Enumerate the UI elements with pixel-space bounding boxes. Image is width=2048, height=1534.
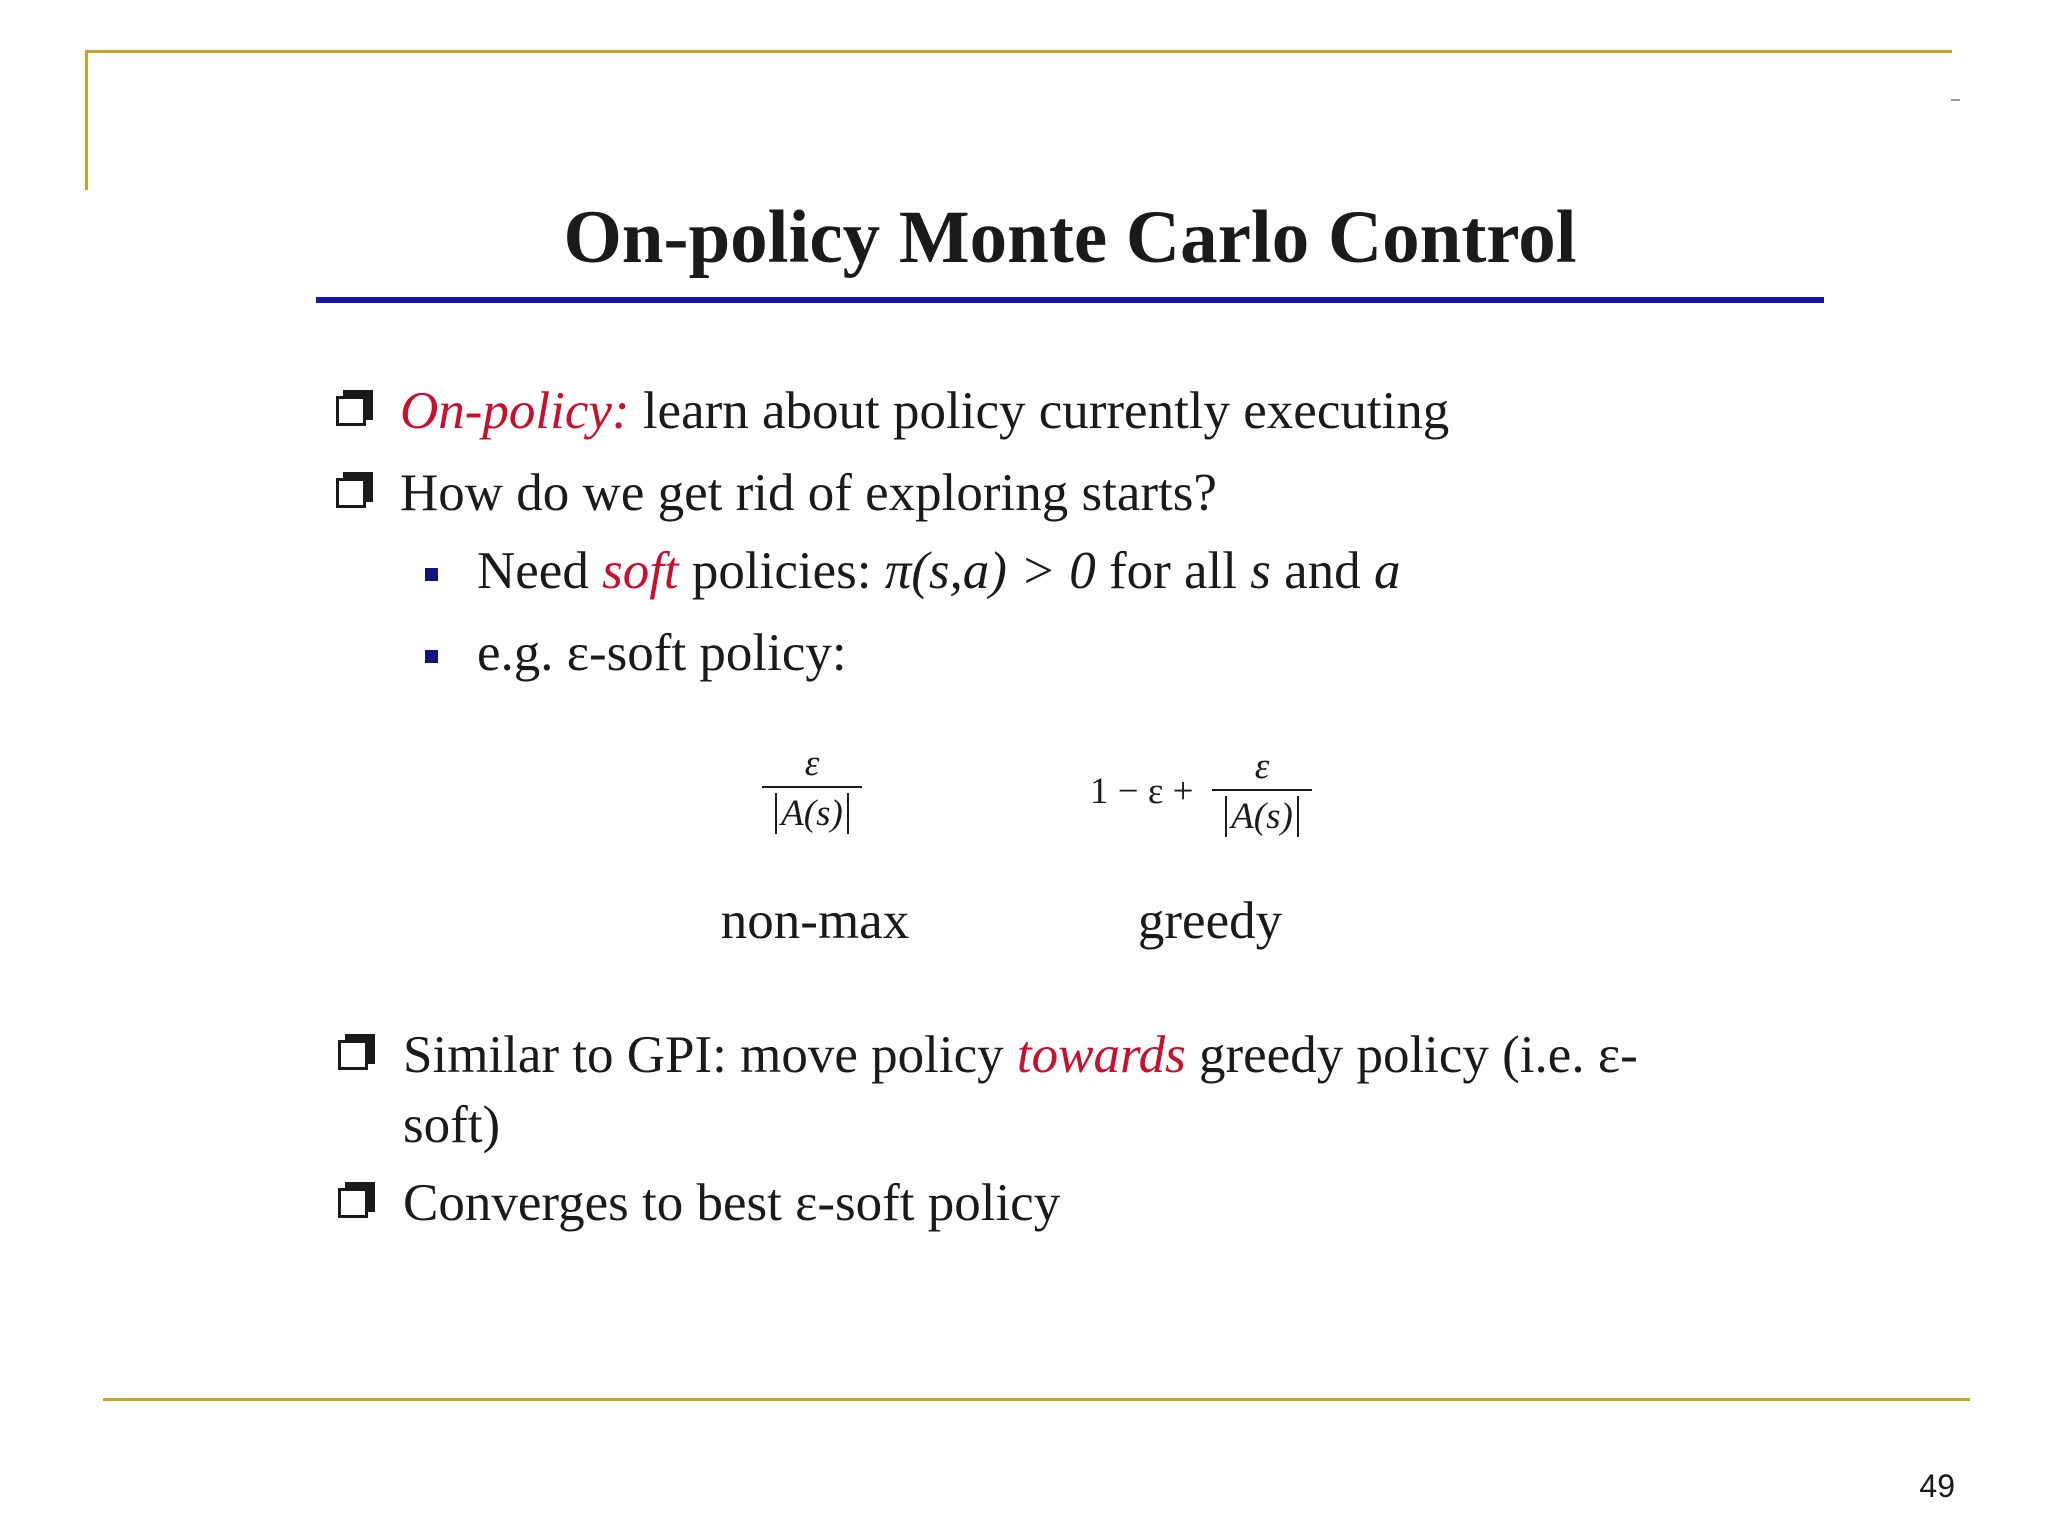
bullet-gpi <box>403 1024 1638 1086</box>
text: and <box>1270 542 1374 600</box>
bullet-gpi-continued: soft) <box>403 1096 501 1154</box>
denominator <box>1212 791 1312 843</box>
var-s: s <box>1250 542 1271 600</box>
page-number: 49 <box>1919 1468 1955 1504</box>
abs-denominator: A(s) <box>775 793 849 834</box>
frame-left-rule <box>85 50 88 190</box>
text: Similar to GPI: move policy <box>403 1026 1017 1084</box>
towards-term: towards <box>1016 1026 1186 1084</box>
square-bullet-icon <box>425 568 438 581</box>
bullet-converges: Converges to best ε-soft policy <box>403 1174 1061 1232</box>
label-nonmax: non-max <box>720 892 910 950</box>
text: Need <box>477 542 603 600</box>
title-underline <box>316 297 1824 303</box>
var-a: a <box>1373 542 1401 600</box>
label-greedy: greedy <box>1137 892 1283 950</box>
sub-bullet-soft-policies <box>477 540 1400 602</box>
hollow-box-bullet-icon <box>338 1188 368 1218</box>
numerator: ε <box>804 743 820 784</box>
greedy-prefix: 1 − ε + <box>1090 771 1194 812</box>
text: policies: <box>678 542 885 600</box>
hollow-box-bullet-icon <box>336 396 366 426</box>
fraction-greedy <box>1212 745 1312 843</box>
denominator <box>762 788 862 840</box>
on-policy-term: On-policy: <box>400 382 630 440</box>
hollow-box-bullet-icon <box>336 478 366 508</box>
text: greedy policy (i.e. ε- <box>1185 1026 1638 1084</box>
bullet-exploring-starts: How do we get rid of exploring starts? <box>400 464 1217 522</box>
abs-denominator: A(s) <box>1225 796 1299 837</box>
square-bullet-icon <box>425 650 438 663</box>
bullet-on-policy <box>400 380 1449 442</box>
bullet-text: learn about policy currently executing <box>629 382 1450 440</box>
soft-term: soft <box>602 542 679 600</box>
fraction-nonmax <box>762 742 862 840</box>
frame-top-rule <box>85 50 1952 53</box>
corner-mark <box>1951 99 1960 101</box>
numerator: ε <box>1254 746 1270 787</box>
slide-title: On-policy Monte Carlo Control <box>563 196 1577 279</box>
footer-rule <box>103 1398 1970 1401</box>
text: for all <box>1095 542 1251 600</box>
sub-bullet-epsilon-soft: e.g. ε-soft policy: <box>477 624 847 682</box>
pi-expression: π(s,a) > 0 <box>884 542 1096 600</box>
hollow-box-bullet-icon <box>338 1040 368 1070</box>
